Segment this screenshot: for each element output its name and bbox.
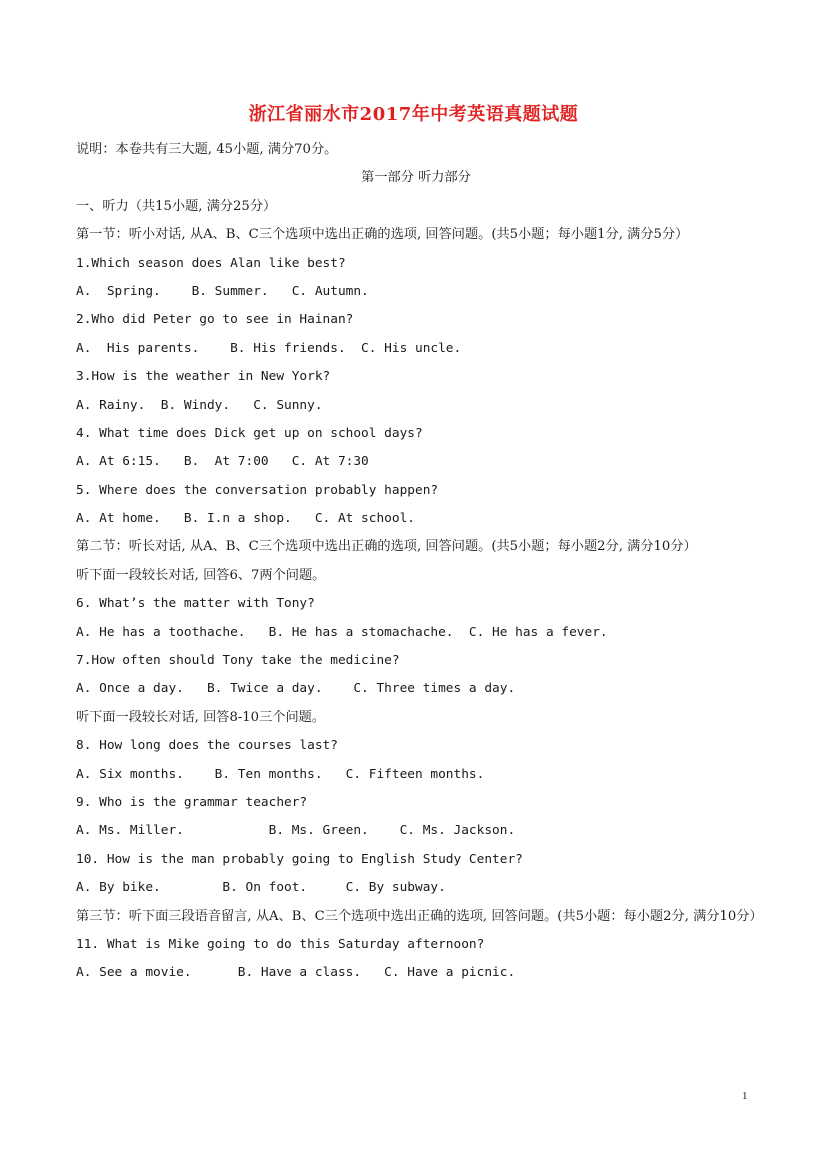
subsection-3-heading: 第三节：听下面三段语音留言, 从A、B、C三个选项中选出正确的选项, 回答问题。(共5小题：每小题2分, 满分10分） [76, 908, 763, 924]
question-1: 1.Which season does Alan like best? [76, 255, 346, 271]
question-8: 8. How long does the courses last? [76, 738, 338, 754]
subsection-2-heading: 第二节：听长对话, 从A、B、C三个选项中选出正确的选项, 回答问题。(共5小题；每小题2分, 满分10分） [76, 539, 697, 555]
dialog-2-intro: 听下面一段较长对话, 回答8-10三个问题。 [76, 709, 326, 725]
question-8-options: A. Six months. B. Ten months. C. Fifteen months. [76, 766, 485, 782]
question-1-options: A. Spring. B. Summer. C. Autumn. [76, 283, 369, 299]
question-6-options: A. He has a toothache. B. He has a stomachache. C. He has a fever. [76, 624, 608, 640]
question-9-options: A. Ms. Miller. B. Ms. Green. C. Ms. Jackson. [76, 823, 516, 839]
question-3: 3.How is the weather in New York? [76, 369, 331, 385]
question-10: 10. How is the man probably going to English Study Center? [76, 851, 523, 867]
question-6: 6. What’s the matter with Tony? [76, 596, 315, 612]
question-4-options: A. At 6:15. B. At 7:00 C. At 7:30 [76, 454, 369, 470]
question-10-options: A. By bike. B. On foot. C. By subway. [76, 880, 446, 896]
part-title: 第一部分 听力部分 [361, 170, 471, 186]
document-body [76, 136, 763, 988]
question-11: 11. What is Mike going to do this Saturday afternoon? [76, 936, 485, 952]
question-7-options: A. Once a day. B. Twice a day. C. Three times a day. [76, 681, 516, 697]
subsection-1-heading: 第一节：听小对话, 从A、B、C三个选项中选出正确的选项, 回答问题。(共5小题；每小题1分, 满分5分） [76, 227, 689, 243]
page-number: 1 [742, 1090, 748, 1102]
question-11-options: A. See a movie. B. Have a class. C. Have a picnic. [76, 965, 516, 981]
question-5: 5. Where does the conversation probably happen? [76, 482, 439, 498]
dialog-1-intro: 听下面一段较长对话, 回答6、7两个问题。 [76, 567, 326, 583]
question-4: 4. What time does Dick get up on school days? [76, 425, 423, 441]
section-heading: 一、听力（共15小题, 满分25分） [76, 198, 277, 214]
question-9: 9. Who is the grammar teacher? [76, 795, 308, 811]
question-2-options: A. His parents. B. His friends. C. His uncle. [76, 340, 462, 356]
question-7: 7.How often should Tony take the medicine? [76, 653, 400, 669]
page-title: 浙江省丽水市2017年中考英语真题试题 [248, 104, 579, 125]
question-3-options: A. Rainy. B. Windy. C. Sunny. [76, 397, 323, 413]
question-2: 2.Who did Peter go to see in Hainan? [76, 312, 354, 328]
question-5-options: A. At home. B. I.n a shop. C. At school. [76, 511, 415, 527]
instructions: 说明：本卷共有三大题, 45小题, 满分70分。 [76, 142, 338, 157]
